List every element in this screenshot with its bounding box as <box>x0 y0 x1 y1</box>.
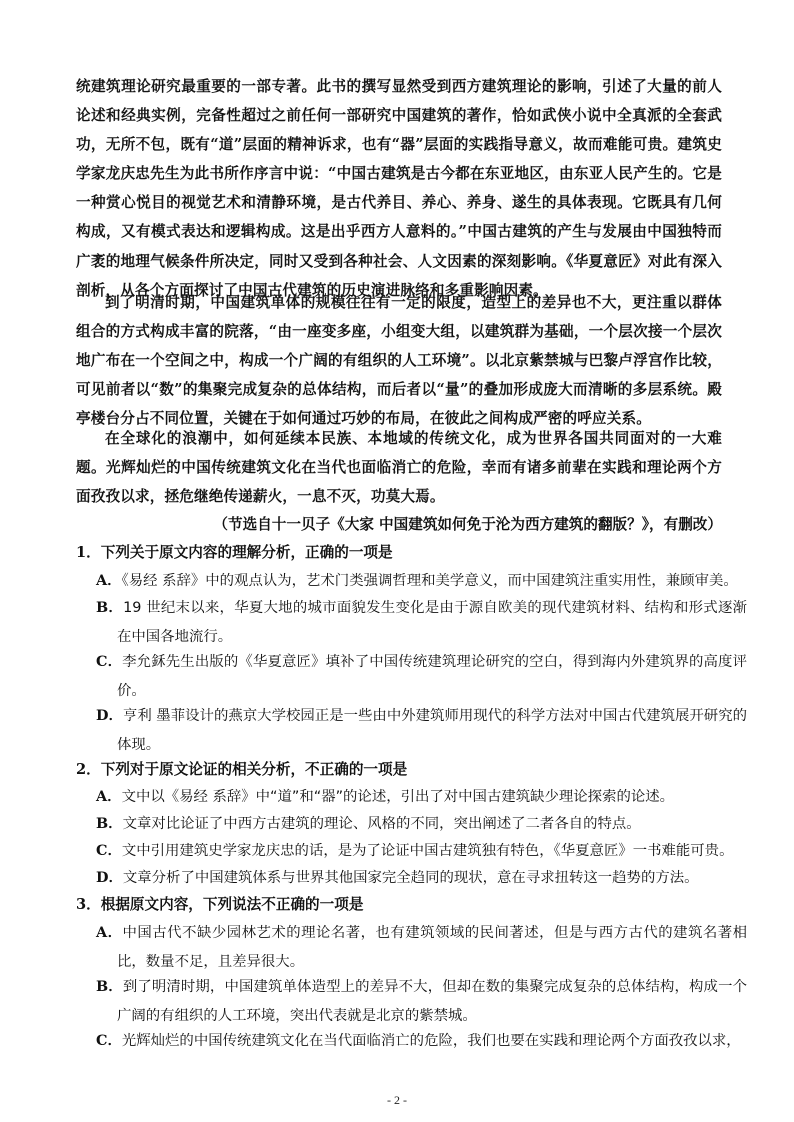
option-text: 《易经 系辞》中的观点认为，艺术门类强调哲理和美学意义，而中国建筑注重实用性，兼顾审美。 <box>121 573 738 589</box>
option-text: 亨利 墨菲设计的燕京大学校园正是一些由中外建筑师用现代的科学方法对中国古代建筑展开研究的体现。 <box>117 708 747 753</box>
question-1-option-c <box>96 647 747 706</box>
option-text: 文章对比论证了中西方古建筑的理论、风格的不同，突出阐述了二者各自的特点。 <box>122 816 641 832</box>
question-3-option-b <box>96 972 747 1031</box>
question-1-option-a <box>96 566 747 596</box>
option-text: 19 世纪末以来，华夏大地的城市面貌发生变化是由于源自欧美的现代建筑材料、结构和形式逐渐在中国各地流行。 <box>117 600 747 645</box>
passage-paragraph-3: 在全球化的浪潮中，如何延续本民族、本地域的传统文化，成为世界各国共同面对的一大难题。光辉灿烂的中国传统建筑文化在当代也面临消亡的危险，幸而有诸多前辈在实践和理论两个方面孜孜以求，拯危继绝传递薪火，一息不灭，功莫大焉。 <box>76 430 722 506</box>
question-2-option-c <box>96 836 747 866</box>
question-3-stem: 3．根据原文内容，下列说法不正确的一项是 <box>76 896 364 913</box>
option-text: 到了明清时期，中国建筑单体造型上的差异不大，但却在数的集聚完成复杂的总体结构，构成一个广阔的有组织的人工环境，突出代表就是北京的紫禁城。 <box>117 979 747 1024</box>
option-text: 文中引用建筑史学家龙庆忠的话，是为了论证中国古建筑独有特色，《华夏意匠》一书难能可贵。 <box>121 843 734 859</box>
question-2-option-d <box>96 863 747 893</box>
passage-paragraph-1: 统建筑理论研究最重要的一部专著。此书的撰写显然受到西方建筑理论的影响，引述了大量的前人论述和经典实例，完备性超过之前任何一部研究中国建筑的著作，恰如武侠小说中全真派的全套武功，无所不包，既有“道”层面的精神诉求，也有“器”层面的实践指导意义，故而难能可贵。建筑史学家龙庆忠先生为此书所作序言中说：“中国古建筑是古今都在东亚地区，由东亚人民产生的。它是一种赏心悦目的视觉艺术和清静环境，是古代养目、养心、养身、遂生的具体表现。它既具有几何构成，又有模式表达和逻辑构成。这是出乎西方人意料的。”中国古建筑的产生与发展由中国独特而广袤的地理气候条件所决定，同时又受到各种社会、人文因素的深刻影响。《华夏意匠》对此有深入剖析，从各个方面探讨了中国古代建筑的历史演进脉络和多重影响因素。 <box>76 78 722 299</box>
option-letter: C． <box>96 842 122 859</box>
option-letter: B． <box>96 978 123 995</box>
passage-source: （节选自十一贝子《大家 中国建筑如何免于沦为西方建筑的翻版？》，有删改） <box>213 516 722 533</box>
option-letter: A． <box>96 788 122 805</box>
option-letter: C． <box>96 653 123 670</box>
option-text: 中国古代不缺少园林艺术的理论名著，也有建筑领域的民间著述，但是与西方古代的建筑名著相比，数量不足，且差异很大。 <box>117 925 747 970</box>
option-letter: D． <box>96 869 123 886</box>
question-2-option-a <box>96 782 747 812</box>
question-1-option-b <box>96 593 747 652</box>
option-letter: D． <box>96 707 123 724</box>
question-1-option-d <box>96 701 747 760</box>
option-text: 文章分析了中国建筑体系与世界其他国家完全趋同的现状，意在寻求扭转这一趋势的方法。 <box>122 870 699 886</box>
question-2-stem: 2．下列对于原文论证的相关分析，不正确的一项是 <box>76 761 408 778</box>
option-text: 李允鉌先生出版的《华夏意匠》填补了中国传统建筑理论研究的空白，得到海内外建筑界的高度评价。 <box>117 654 747 699</box>
page-number: - 2 - <box>387 1093 407 1107</box>
question-1-stem: 1．下列关于原文内容的理解分析，正确的一项是 <box>76 544 393 561</box>
option-letter: B． <box>96 815 123 832</box>
question-2-option-b <box>96 809 747 839</box>
option-text: 光辉灿烂的中国传统建筑文化在当代面临消亡的危险，我们也要在实践和理论两个方面孜孜以求， <box>121 1033 741 1049</box>
option-letter: C． <box>96 1032 122 1049</box>
passage-paragraph-2: 到了明清时期，中国建筑单体的规模往往有一定的限度，造型上的差异也不大，更注重以群体组合的方式构成丰富的院落，“由一座变多座，小组变大组，以建筑群为基础，一个层次接一个层次地广布在一个空间之中，构成一个广阔的有组织的人工环境”。以北京紫禁城与巴黎卢浮宫作比较，可见前者以“数”的集聚完成复杂的总体结构，而后者以“量”的叠加形成庞大而清晰的多层系统。殿亭楼台分占不同位置，关键在于如何通过巧妙的布局，在彼此之间构成严密的呼应关系。 <box>76 294 722 428</box>
option-letter: A． <box>96 572 122 589</box>
option-letter: A． <box>96 924 123 941</box>
option-text: 文中以《易经 系辞》中“道”和“器”的论述，引出了对中国古建筑缺少理论探索的论述。 <box>121 789 675 805</box>
option-letter: B． <box>96 599 124 616</box>
question-3-option-a <box>96 918 747 977</box>
question-3-option-c <box>96 1026 747 1056</box>
